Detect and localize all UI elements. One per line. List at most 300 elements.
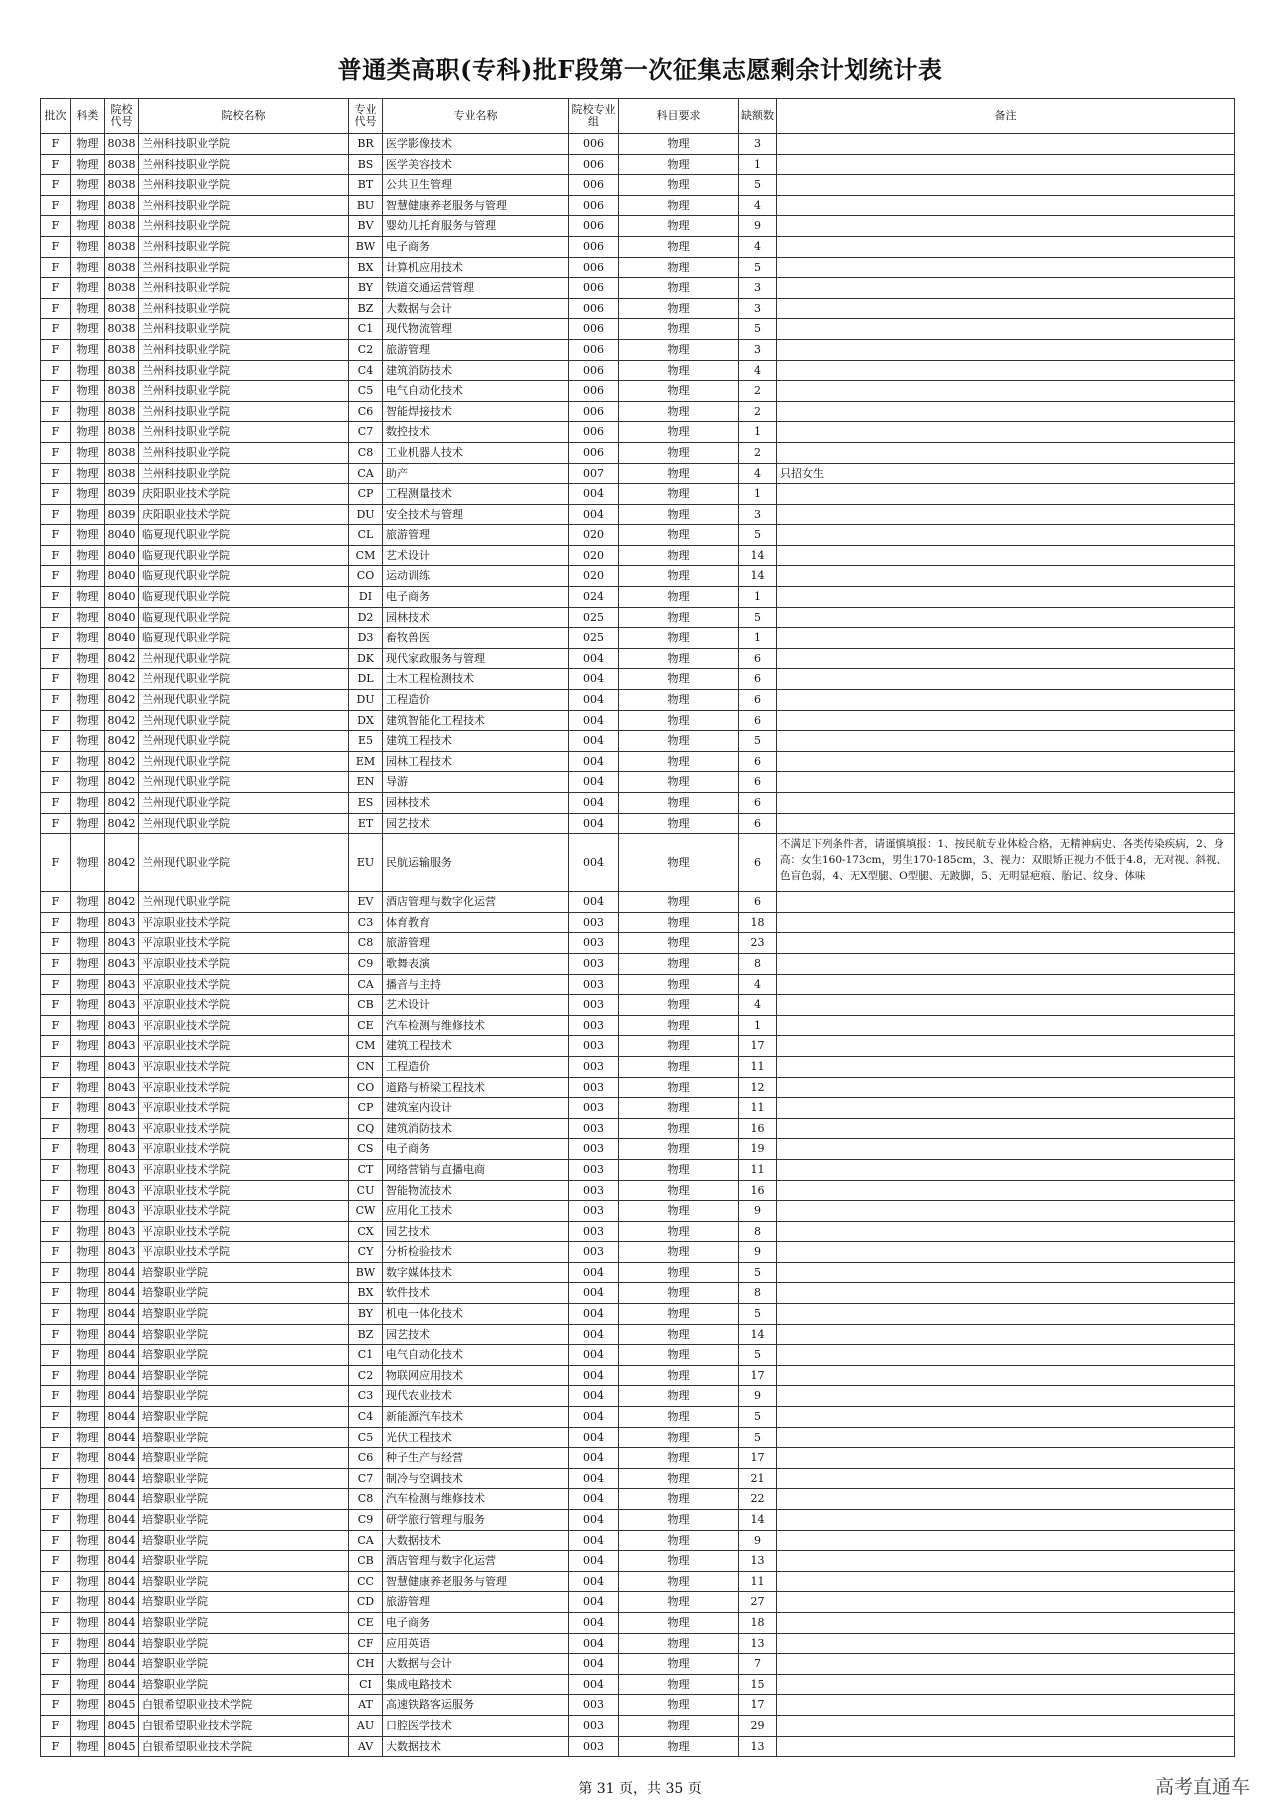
cell-major-code: CC (349, 1571, 383, 1592)
cell-subject: 物理 (619, 648, 739, 669)
cell-school-name: 平凉职业技术学院 (139, 953, 349, 974)
table-row (41, 1654, 1235, 1675)
cell-group: 004 (569, 834, 619, 892)
cell-subject: 物理 (619, 772, 739, 793)
cell-subject: 物理 (619, 1612, 739, 1633)
cell-major-code: BW (349, 236, 383, 257)
cell-school-name: 兰州科技职业学院 (139, 236, 349, 257)
table-row (41, 545, 1235, 566)
cell-category: 物理 (71, 1345, 105, 1366)
cell-major-name: 酒店管理与数字化运营 (383, 1551, 569, 1572)
cell-school-name: 兰州现代职业学院 (139, 834, 349, 892)
cell-school-code: 8042 (105, 690, 139, 711)
cell-batch: F (41, 236, 71, 257)
cell-category: 物理 (71, 751, 105, 772)
header-cell: 备注 (777, 99, 1235, 134)
cell-school-code: 8038 (105, 319, 139, 340)
header-cell: 专业代号 (349, 99, 383, 134)
cell-subject: 物理 (619, 154, 739, 175)
cell-school-name: 兰州科技职业学院 (139, 339, 349, 360)
cell-major-code: C8 (349, 442, 383, 463)
cell-school-code: 8038 (105, 278, 139, 299)
cell-major-name: 数控技术 (383, 422, 569, 443)
cell-batch: F (41, 892, 71, 913)
cell-major-code: CN (349, 1056, 383, 1077)
cell-category: 物理 (71, 1530, 105, 1551)
cell-vacancy: 4 (739, 974, 777, 995)
cell-major-name: 园林工程技术 (383, 751, 569, 772)
cell-subject: 物理 (619, 1056, 739, 1077)
cell-major-name: 电气自动化技术 (383, 1345, 569, 1366)
table-row (41, 933, 1235, 954)
cell-major-name: 工程测量技术 (383, 484, 569, 505)
cell-major-name: 研学旅行管理与服务 (383, 1510, 569, 1531)
cell-batch: F (41, 933, 71, 954)
cell-batch: F (41, 912, 71, 933)
cell-remark (777, 731, 1235, 752)
cell-school-code: 8043 (105, 1098, 139, 1119)
cell-vacancy: 11 (739, 1571, 777, 1592)
cell-school-code: 8043 (105, 912, 139, 933)
cell-remark (777, 216, 1235, 237)
cell-category: 物理 (71, 1427, 105, 1448)
cell-batch: F (41, 628, 71, 649)
cell-school-name: 培黎职业学院 (139, 1448, 349, 1469)
cell-group: 004 (569, 1283, 619, 1304)
cell-major-name: 园艺技术 (383, 1221, 569, 1242)
cell-school-code: 8043 (105, 1221, 139, 1242)
cell-batch: F (41, 154, 71, 175)
cell-remark (777, 1510, 1235, 1531)
cell-school-code: 8044 (105, 1468, 139, 1489)
cell-vacancy: 5 (739, 1262, 777, 1283)
cell-school-name: 平凉职业技术学院 (139, 1118, 349, 1139)
cell-school-name: 兰州科技职业学院 (139, 381, 349, 402)
cell-major-code: CE (349, 1612, 383, 1633)
cell-group: 004 (569, 1262, 619, 1283)
cell-major-name: 智能焊接技术 (383, 401, 569, 422)
cell-group: 020 (569, 525, 619, 546)
cell-major-code: CY (349, 1242, 383, 1263)
cell-remark (777, 1736, 1235, 1757)
cell-school-code: 8042 (105, 892, 139, 913)
cell-remark (777, 1242, 1235, 1263)
table-row (41, 1324, 1235, 1345)
cell-remark (777, 1283, 1235, 1304)
table-row (41, 1304, 1235, 1325)
cell-school-name: 兰州现代职业学院 (139, 690, 349, 711)
cell-subject: 物理 (619, 1015, 739, 1036)
cell-batch: F (41, 195, 71, 216)
table-row (41, 401, 1235, 422)
cell-batch: F (41, 1262, 71, 1283)
cell-batch: F (41, 1304, 71, 1325)
cell-school-code: 8043 (105, 1159, 139, 1180)
cell-school-code: 8038 (105, 257, 139, 278)
cell-batch: F (41, 1612, 71, 1633)
cell-category: 物理 (71, 974, 105, 995)
cell-major-code: C7 (349, 1468, 383, 1489)
cell-major-code: BR (349, 134, 383, 155)
table-row (41, 953, 1235, 974)
cell-school-name: 平凉职业技术学院 (139, 1077, 349, 1098)
cell-major-code: CO (349, 1077, 383, 1098)
table-row (41, 216, 1235, 237)
cell-school-code: 8039 (105, 504, 139, 525)
cell-remark (777, 1386, 1235, 1407)
cell-batch: F (41, 1098, 71, 1119)
cell-major-name: 园林技术 (383, 607, 569, 628)
cell-group: 004 (569, 1448, 619, 1469)
cell-subject: 物理 (619, 1077, 739, 1098)
cell-major-name: 现代家政服务与管理 (383, 648, 569, 669)
table-row (41, 912, 1235, 933)
cell-vacancy: 3 (739, 134, 777, 155)
cell-group: 004 (569, 1612, 619, 1633)
cell-school-code: 8038 (105, 175, 139, 196)
cell-subject: 物理 (619, 1551, 739, 1572)
cell-group: 004 (569, 690, 619, 711)
cell-major-code: C9 (349, 1510, 383, 1531)
cell-category: 物理 (71, 278, 105, 299)
cell-major-code: C8 (349, 933, 383, 954)
cell-group: 006 (569, 360, 619, 381)
cell-batch: F (41, 1015, 71, 1036)
cell-remark (777, 525, 1235, 546)
cell-remark (777, 912, 1235, 933)
cell-major-code: C3 (349, 1386, 383, 1407)
cell-school-code: 8038 (105, 463, 139, 484)
table-row (41, 484, 1235, 505)
cell-category: 物理 (71, 401, 105, 422)
cell-category: 物理 (71, 1633, 105, 1654)
cell-major-name: 汽车检测与维修技术 (383, 1489, 569, 1510)
header-cell: 院校专业组 (569, 99, 619, 134)
cell-category: 物理 (71, 360, 105, 381)
cell-major-code: C4 (349, 360, 383, 381)
cell-remark (777, 1180, 1235, 1201)
cell-category: 物理 (71, 772, 105, 793)
table-row (41, 1242, 1235, 1263)
cell-subject: 物理 (619, 463, 739, 484)
cell-school-code: 8044 (105, 1633, 139, 1654)
cell-vacancy: 8 (739, 1283, 777, 1304)
cell-vacancy: 17 (739, 1036, 777, 1057)
cell-major-code: CS (349, 1139, 383, 1160)
cell-subject: 物理 (619, 1159, 739, 1180)
cell-school-code: 8043 (105, 1180, 139, 1201)
cell-school-name: 培黎职业学院 (139, 1324, 349, 1345)
cell-remark (777, 154, 1235, 175)
cell-vacancy: 27 (739, 1592, 777, 1613)
cell-school-code: 8042 (105, 731, 139, 752)
cell-group: 003 (569, 953, 619, 974)
cell-school-code: 8040 (105, 545, 139, 566)
cell-major-code: C4 (349, 1407, 383, 1428)
cell-batch: F (41, 1118, 71, 1139)
table-row (41, 1221, 1235, 1242)
cell-subject: 物理 (619, 504, 739, 525)
table-row (41, 1736, 1235, 1757)
table-row (41, 1715, 1235, 1736)
cell-major-name: 工业机器人技术 (383, 442, 569, 463)
table-row (41, 1674, 1235, 1695)
cell-category: 物理 (71, 710, 105, 731)
header-cell: 院校代号 (105, 99, 139, 134)
table-row (41, 1489, 1235, 1510)
cell-batch: F (41, 1180, 71, 1201)
cell-remark (777, 195, 1235, 216)
table-row (41, 1262, 1235, 1283)
table-header (41, 99, 1235, 134)
cell-vacancy: 1 (739, 422, 777, 443)
cell-school-code: 8042 (105, 813, 139, 834)
cell-group: 020 (569, 566, 619, 587)
cell-subject: 物理 (619, 1139, 739, 1160)
cell-major-name: 电子商务 (383, 236, 569, 257)
cell-group: 004 (569, 648, 619, 669)
cell-subject: 物理 (619, 442, 739, 463)
cell-school-code: 8040 (105, 525, 139, 546)
cell-vacancy: 3 (739, 339, 777, 360)
cell-batch: F (41, 257, 71, 278)
cell-major-name: 铁道交通运营管理 (383, 278, 569, 299)
cell-major-code: CE (349, 1015, 383, 1036)
header-cell: 科类 (71, 99, 105, 134)
cell-subject: 物理 (619, 1674, 739, 1695)
cell-major-code: D2 (349, 607, 383, 628)
cell-subject: 物理 (619, 1592, 739, 1613)
cell-batch: F (41, 442, 71, 463)
cell-remark (777, 669, 1235, 690)
cell-major-code: AU (349, 1715, 383, 1736)
cell-major-code: BY (349, 278, 383, 299)
table-row (41, 772, 1235, 793)
cell-major-code: C3 (349, 912, 383, 933)
cell-major-code: BX (349, 257, 383, 278)
cell-vacancy: 6 (739, 834, 777, 892)
cell-major-name: 电子商务 (383, 587, 569, 608)
cell-category: 物理 (71, 1715, 105, 1736)
cell-school-name: 兰州科技职业学院 (139, 422, 349, 443)
cell-category: 物理 (71, 1056, 105, 1077)
table-row (41, 731, 1235, 752)
cell-school-name: 平凉职业技术学院 (139, 1139, 349, 1160)
cell-major-name: 土木工程检测技术 (383, 669, 569, 690)
cell-batch: F (41, 669, 71, 690)
cell-major-name: 园艺技术 (383, 813, 569, 834)
cell-remark: 只招女生 (777, 463, 1235, 484)
cell-vacancy: 2 (739, 381, 777, 402)
cell-category: 物理 (71, 669, 105, 690)
cell-group: 003 (569, 1221, 619, 1242)
cell-subject: 物理 (619, 298, 739, 319)
cell-category: 物理 (71, 1571, 105, 1592)
cell-subject: 物理 (619, 1736, 739, 1757)
cell-school-code: 8044 (105, 1345, 139, 1366)
cell-category: 物理 (71, 1468, 105, 1489)
cell-school-name: 兰州现代职业学院 (139, 892, 349, 913)
cell-school-name: 兰州科技职业学院 (139, 298, 349, 319)
cell-school-code: 8042 (105, 793, 139, 814)
cell-group: 004 (569, 793, 619, 814)
cell-subject: 物理 (619, 1530, 739, 1551)
cell-school-name: 培黎职业学院 (139, 1510, 349, 1531)
cell-vacancy: 12 (739, 1077, 777, 1098)
cell-vacancy: 17 (739, 1448, 777, 1469)
cell-category: 物理 (71, 834, 105, 892)
cell-vacancy: 21 (739, 1468, 777, 1489)
cell-category: 物理 (71, 1510, 105, 1531)
cell-major-code: CD (349, 1592, 383, 1613)
cell-batch: F (41, 216, 71, 237)
cell-vacancy: 1 (739, 1015, 777, 1036)
cell-major-code: BU (349, 195, 383, 216)
cell-school-name: 平凉职业技术学院 (139, 1056, 349, 1077)
cell-major-code: C2 (349, 339, 383, 360)
cell-subject: 物理 (619, 1118, 739, 1139)
cell-subject: 物理 (619, 1386, 739, 1407)
cell-school-code: 8043 (105, 933, 139, 954)
cell-vacancy: 4 (739, 236, 777, 257)
cell-batch: F (41, 1221, 71, 1242)
cell-school-code: 8045 (105, 1695, 139, 1716)
cell-batch: F (41, 1551, 71, 1572)
table-row (41, 504, 1235, 525)
cell-vacancy: 6 (739, 710, 777, 731)
cell-batch: F (41, 1571, 71, 1592)
table-row (41, 422, 1235, 443)
cell-group: 004 (569, 731, 619, 752)
cell-batch: F (41, 566, 71, 587)
cell-group: 004 (569, 1674, 619, 1695)
cell-school-name: 庆阳职业技术学院 (139, 484, 349, 505)
cell-school-name: 培黎职业学院 (139, 1468, 349, 1489)
cell-category: 物理 (71, 1654, 105, 1675)
cell-vacancy: 16 (739, 1180, 777, 1201)
cell-vacancy: 11 (739, 1159, 777, 1180)
cell-category: 物理 (71, 648, 105, 669)
table-row (41, 236, 1235, 257)
cell-vacancy: 3 (739, 504, 777, 525)
cell-subject: 物理 (619, 669, 739, 690)
cell-school-name: 培黎职业学院 (139, 1592, 349, 1613)
table-row (41, 1201, 1235, 1222)
header-cell: 批次 (41, 99, 71, 134)
cell-category: 物理 (71, 381, 105, 402)
cell-major-code: AT (349, 1695, 383, 1716)
cell-major-code: CL (349, 525, 383, 546)
cell-school-name: 平凉职业技术学院 (139, 933, 349, 954)
cell-remark (777, 587, 1235, 608)
cell-vacancy: 5 (739, 319, 777, 340)
cell-major-name: 智慧健康养老服务与管理 (383, 195, 569, 216)
table-row (41, 690, 1235, 711)
cell-group: 004 (569, 710, 619, 731)
table-row (41, 1036, 1235, 1057)
header-cell: 科目要求 (619, 99, 739, 134)
cell-school-name: 兰州科技职业学院 (139, 442, 349, 463)
cell-batch: F (41, 1489, 71, 1510)
table-row (41, 1056, 1235, 1077)
table-body (41, 134, 1235, 1757)
cell-category: 物理 (71, 1221, 105, 1242)
cell-major-code: C2 (349, 1365, 383, 1386)
cell-major-name: 大数据技术 (383, 1530, 569, 1551)
cell-vacancy: 3 (739, 298, 777, 319)
cell-remark (777, 236, 1235, 257)
cell-category: 物理 (71, 1612, 105, 1633)
cell-category: 物理 (71, 1098, 105, 1119)
cell-group: 004 (569, 504, 619, 525)
cell-major-code: AV (349, 1736, 383, 1757)
cell-group: 006 (569, 134, 619, 155)
cell-batch: F (41, 360, 71, 381)
table-row (41, 1633, 1235, 1654)
cell-group: 006 (569, 236, 619, 257)
cell-category: 物理 (71, 257, 105, 278)
cell-subject: 物理 (619, 1407, 739, 1428)
cell-major-name: 现代物流管理 (383, 319, 569, 340)
cell-subject: 物理 (619, 1489, 739, 1510)
cell-category: 物理 (71, 195, 105, 216)
cell-major-code: DL (349, 669, 383, 690)
cell-batch: F (41, 1530, 71, 1551)
cell-remark (777, 1365, 1235, 1386)
cell-batch: F (41, 1324, 71, 1345)
cell-category: 物理 (71, 1407, 105, 1428)
cell-group: 003 (569, 1180, 619, 1201)
cell-school-name: 培黎职业学院 (139, 1365, 349, 1386)
cell-remark (777, 339, 1235, 360)
cell-group: 004 (569, 1304, 619, 1325)
cell-school-name: 平凉职业技术学院 (139, 1242, 349, 1263)
cell-group: 004 (569, 892, 619, 913)
cell-group: 006 (569, 339, 619, 360)
cell-major-code: BY (349, 1304, 383, 1325)
cell-school-code: 8044 (105, 1365, 139, 1386)
cell-subject: 物理 (619, 793, 739, 814)
cell-school-code: 8043 (105, 1139, 139, 1160)
cell-school-name: 兰州现代职业学院 (139, 793, 349, 814)
cell-major-name: 软件技术 (383, 1283, 569, 1304)
cell-major-name: 计算机应用技术 (383, 257, 569, 278)
table-row (41, 1530, 1235, 1551)
cell-school-code: 8044 (105, 1551, 139, 1572)
cell-school-code: 8038 (105, 422, 139, 443)
cell-category: 物理 (71, 933, 105, 954)
cell-school-code: 8044 (105, 1592, 139, 1613)
cell-subject: 物理 (619, 731, 739, 752)
cell-vacancy: 13 (739, 1551, 777, 1572)
table-row (41, 751, 1235, 772)
table-row (41, 339, 1235, 360)
cell-school-name: 兰州现代职业学院 (139, 731, 349, 752)
table-row (41, 1448, 1235, 1469)
cell-school-code: 8043 (105, 1077, 139, 1098)
cell-batch: F (41, 607, 71, 628)
cell-school-name: 培黎职业学院 (139, 1386, 349, 1407)
cell-school-code: 8040 (105, 628, 139, 649)
cell-school-code: 8043 (105, 974, 139, 995)
cell-category: 物理 (71, 1242, 105, 1263)
cell-subject: 物理 (619, 1654, 739, 1675)
cell-school-code: 8039 (105, 484, 139, 505)
cell-subject: 物理 (619, 607, 739, 628)
cell-major-name: 电子商务 (383, 1139, 569, 1160)
cell-group: 006 (569, 422, 619, 443)
cell-major-code: BX (349, 1283, 383, 1304)
